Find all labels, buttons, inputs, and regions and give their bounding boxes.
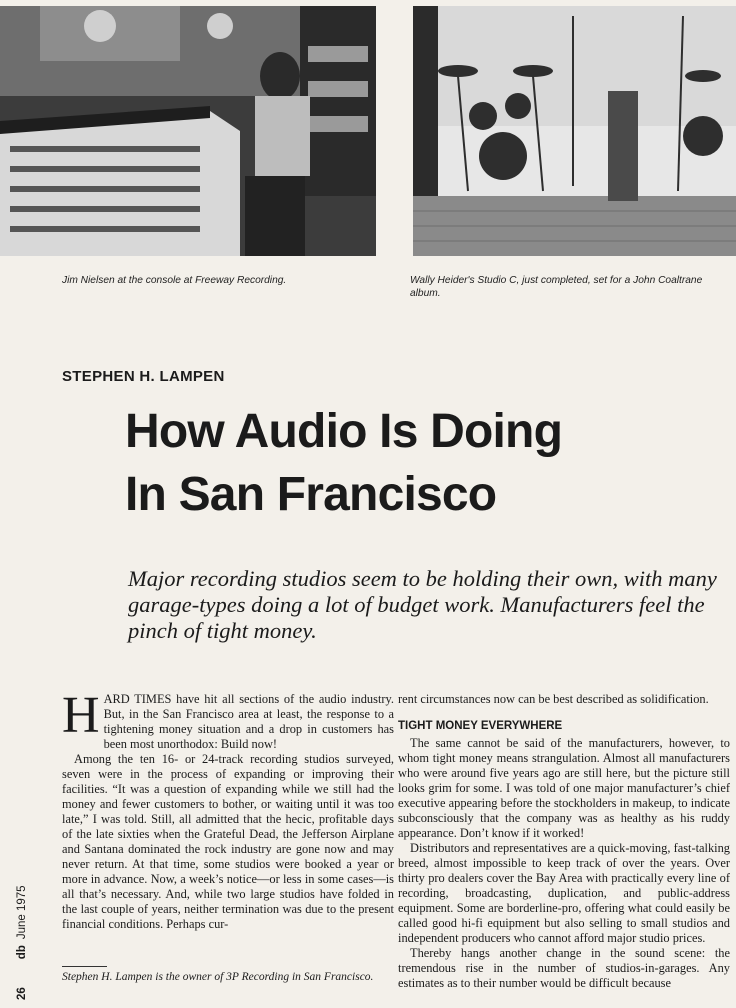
body-column-right: [398, 692, 730, 991]
issue-date: June 1975: [16, 885, 28, 940]
photo-studio: [413, 6, 736, 256]
body-paragraph: The same cannot be said of the manufacturers, however, to whom tight money means strangulation. Almost all manufacturers who were around five years ago are still here, but the picture still looks grim for some. I was told of one major manufacturer’s chief executive appearing before the stockholders in makeup, to indicate subconsciously that the company was as healthy as his ruddy appearance. Don’t know if it worked!: [398, 736, 730, 840]
body-paragraph: rent circumstances now can be best described as solidification.: [398, 692, 709, 706]
article-deck: Major recording studios seem to be holding their own, with many garage-types doing a lot of budget work. Manufacturers feel the pinch of tight money.: [128, 566, 717, 643]
author-footnote: Stephen H. Lampen is the owner of 3P Recording in San Francisco.: [62, 971, 374, 983]
page-folio: [16, 885, 28, 1000]
magazine-name: db: [16, 945, 28, 960]
section-subhead: TIGHT MONEY EVERYWHERE: [398, 720, 563, 732]
body-paragraph: Distributors and representatives are a quick-moving, fast-talking breed, almost impossible to keep track of over the years. Over thirty pro dealers cover the Bay Area with practically every line of recording, broadcasting, duplication, and public-address equipment. Some are borderline-pro, offering what could easily be called good hi-fi equipment but also selling to small studios and independent producers who cannot afford major studio prices.: [398, 841, 730, 945]
photo-console: [0, 6, 376, 256]
photo-caption-left: Jim Nielsen at the console at Freeway Recording.: [62, 275, 287, 286]
body-paragraph: Among the ten 16- or 24-track recording studios surveyed, seven were in the process of expanding or improving their facilities. “It was a question of expanding while we still had the money and fewer customers to bother, or waiting until it was too late,” I was told. Still, all admitted that the hecic, profitable days of the late sixties when the Grateful Dead, the Jefferson Airplane and Santana dominated the rock industry are gone now and may never return. At that time, some studios were booked a year or more in advance. Now, a week’s notice—or less in some cases—is all that’s necessary. And, while two large studios have folded in the last couple of years, neither termination was due to the present financial conditions. Perhaps cur-: [62, 752, 394, 931]
page-number: 26: [16, 987, 28, 1000]
headline-line-1: How Audio Is Doing: [125, 405, 563, 458]
drop-cap: H: [62, 687, 100, 744]
body-paragraph: Thereby hangs another change in the sound scene: the tremendous rise in the number of studios-in-garages. Any estimates as to their number would be difficult because: [398, 946, 730, 990]
body-paragraph: HARD TIMES have hit all sections of the audio industry. But, in the San Francisco area at least, the response to a tightening money situation and a drop in customers has been most unorthodox: Build now!: [62, 687, 394, 751]
lead-in-caps: ARD TIMES: [103, 692, 172, 706]
headline-line-2: In San Francisco: [125, 468, 497, 521]
photo-caption-right: Wally Heider's Studio C, just completed, set for a John Coaltrane album.: [410, 275, 703, 299]
article-headline: [125, 400, 725, 526]
author-byline: STEPHEN H. LAMPEN: [62, 368, 225, 385]
footnote-rule: [62, 966, 107, 967]
body-column-left: [62, 687, 394, 932]
